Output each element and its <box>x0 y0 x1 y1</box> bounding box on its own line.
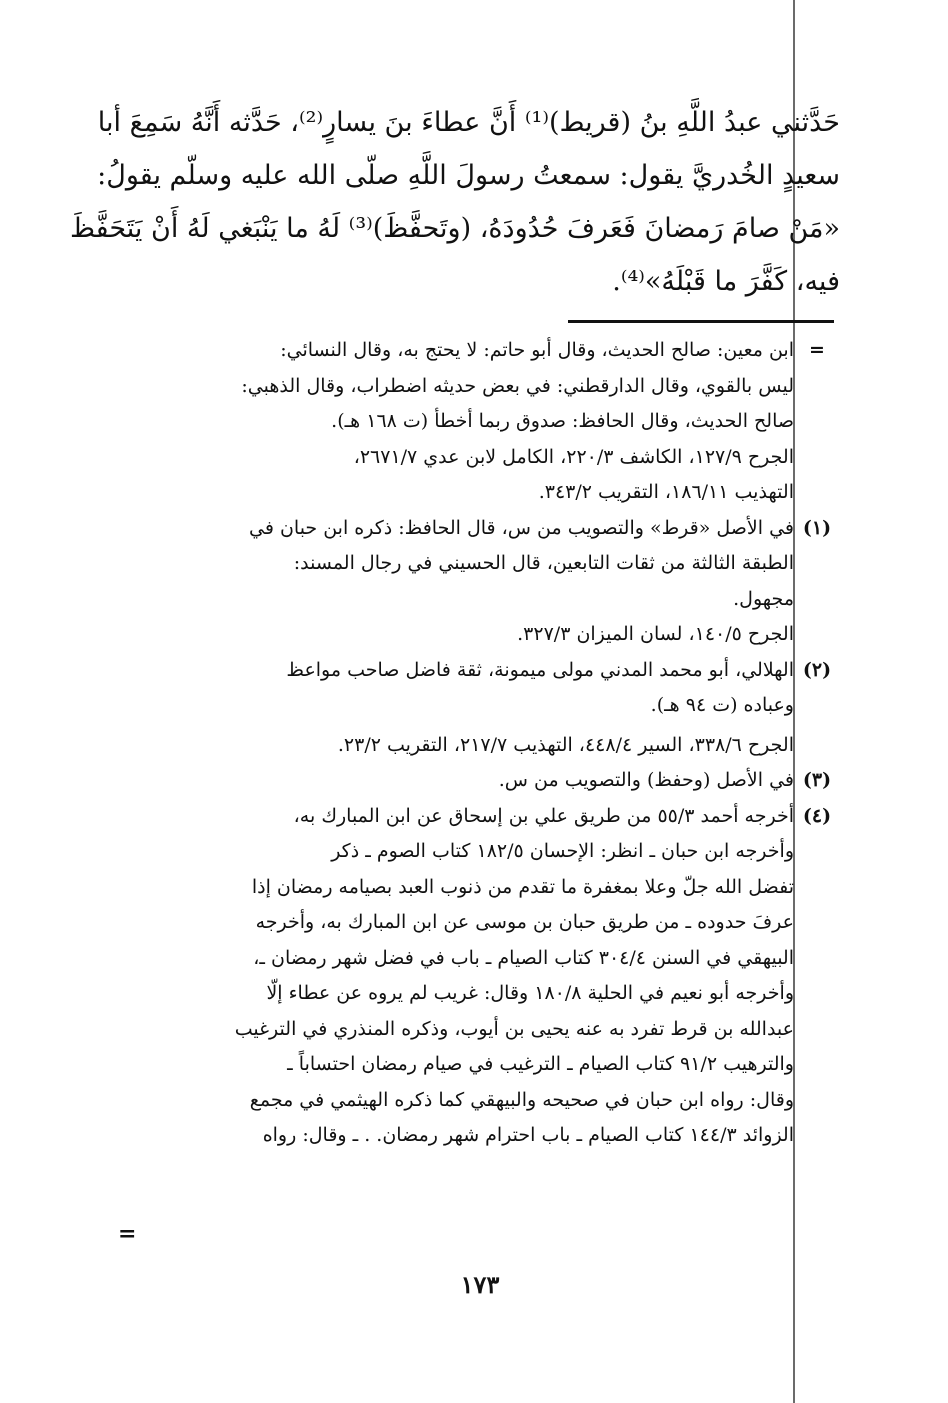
hadith-line: «مَنْ صامَ رَمضانَ فَعَرفَ حُدُودَهُ، (وتَحفَّظَ)⁽³⁾ لَهُ ما يَنْبَغي لَهُ أَنْ يَتَحَفَّظَ <box>70 213 840 244</box>
footnote-line: أخرجه أحمد ٥٥/٣ من طريق علي بن إسحاق عن ابن المبارك به، <box>293 804 794 827</box>
footnotes <box>118 333 840 1154</box>
footnote-line: البيهقي في السنن ٣٠٤/٤ كتاب الصيام ـ باب في فضل شهر رمضان ـ، <box>253 946 794 969</box>
footnote-line: في الأصل «قرط» والتصويب من س، قال الحافظ: ذكره ابن حبان في <box>249 516 794 539</box>
footnote-line: الهلالي، أبو محمد المدني مولى ميمونة، ثقة فاضل صاحب مواعظ <box>286 658 794 681</box>
footnote-body <box>118 799 794 1154</box>
footnote-line: الطبقة الثالثة من ثقات التابعين، قال الحسيني في رجال المسند: <box>293 552 794 574</box>
footnote-3 <box>118 763 840 799</box>
footnote-4 <box>118 799 840 1154</box>
continuation-mark: = <box>118 1221 137 1247</box>
footnote-line: الزوائد ١٤٤/٣ كتاب الصيام ـ باب احترام شهر رمضان. . ـ وقال: رواه <box>262 1124 794 1146</box>
footnote-line: وأخرجه ابن حبان ـ انظر: الإحسان ١٨٢/٥ كتاب الصوم ـ ذكر <box>331 840 794 862</box>
footnote-body <box>118 333 794 511</box>
footnote-2 <box>118 653 840 764</box>
page-number: ١٧٣ <box>460 1270 500 1299</box>
footnote-line: في الأصل (وحفظ) والتصويب من س. <box>498 769 794 791</box>
footnote-marker: (٤) <box>802 804 832 827</box>
footnote-line: التهذيب ١٨٦/١١، التقريب ٣٤٣/٢. <box>538 481 794 503</box>
hadith-line: فيه، كَفَّرَ ما قَبْلَهُ»⁽⁴⁾. <box>612 266 840 297</box>
footnote-body <box>118 511 794 653</box>
footnote-continued <box>118 333 840 511</box>
footnote-separator <box>568 320 834 323</box>
footnote-line: ابن معين: صالح الحديث، وقال أبو حاتم: لا يحتج به، وقال النسائي: <box>280 339 794 361</box>
footnote-body <box>118 763 794 799</box>
footnote-body <box>118 653 794 764</box>
footnote-line: صالح الحديث، وقال الحافظ: صدوق ربما أخطأ (ت ١٦٨ هـ). <box>331 410 794 432</box>
hadith-line: حَدَّثني عبدُ اللَّهِ بنُ (قريط)⁽¹⁾ أَنَّ عطاءَ بنَ يسارٍ⁽²⁾، حَدَّثه أَنَّهُ سَمِعَ أبا <box>97 107 840 138</box>
footnote-line: الجرح ٣٣٨/٦، السير ٤٤٨/٤، التهذيب ٢١٧/٧، التقريب ٢٣/٢. <box>337 733 794 756</box>
footnote-marker: = <box>809 339 825 361</box>
footnote-line: وقال: رواه ابن حبان في صحيحه والبيهقي كما ذكره الهيثمي في مجمع <box>249 1088 794 1111</box>
footnote-marker: (٢) <box>802 658 832 681</box>
hadith-text <box>70 96 840 308</box>
footnote-line: الجرح ١٢٧/٩، الكاشف ٢٢٠/٣، الكامل لابن عدي ٢٦٧١/٧، <box>353 445 794 468</box>
footnote-line: والترهيب ٩١/٢ كتاب الصيام ـ الترغيب في صيام رمضان احتساباً ـ <box>287 1053 794 1075</box>
footnote-line: وعباده (ت ٩٤ هـ). <box>650 694 794 716</box>
footnote-line: عبدالله بن قرط تفرد به عنه يحيى بن أيوب، وذكره المنذري في الترغيب <box>234 1017 794 1040</box>
footnote-1 <box>118 511 840 653</box>
footnote-line: ليس بالقوي، وقال الدارقطني: في بعض حديثه اضطراب، وقال الذهبي: <box>241 374 794 397</box>
hadith-line: سعيدٍ الخُدريَّ يقول: سمعتُ رسولَ اللَّهِ صلّى الله عليه وسلّم يقولُ: <box>97 160 840 191</box>
footnote-marker: (٣) <box>802 769 832 791</box>
footnote-line: تفضل الله جلّ وعلا بمغفرة ما تقدم من ذنوب العبد بصيامه رمضان إذا <box>251 875 794 898</box>
footnote-line: وأخرجه أبو نعيم في الحلية ١٨٠/٨ وقال: غريب لم يروه عن عطاء إلّا <box>266 982 794 1004</box>
footnote-marker: (١) <box>802 516 832 539</box>
footnote-line: عرفَ حدوده ـ من طريق حبان بن موسى عن ابن المبارك به، وأخرجه <box>255 911 794 933</box>
footnote-line: الجرح ١٤٠/٥، لسان الميزان ٣٢٧/٣. <box>517 623 794 645</box>
footnote-line: مجهول. <box>733 587 794 610</box>
